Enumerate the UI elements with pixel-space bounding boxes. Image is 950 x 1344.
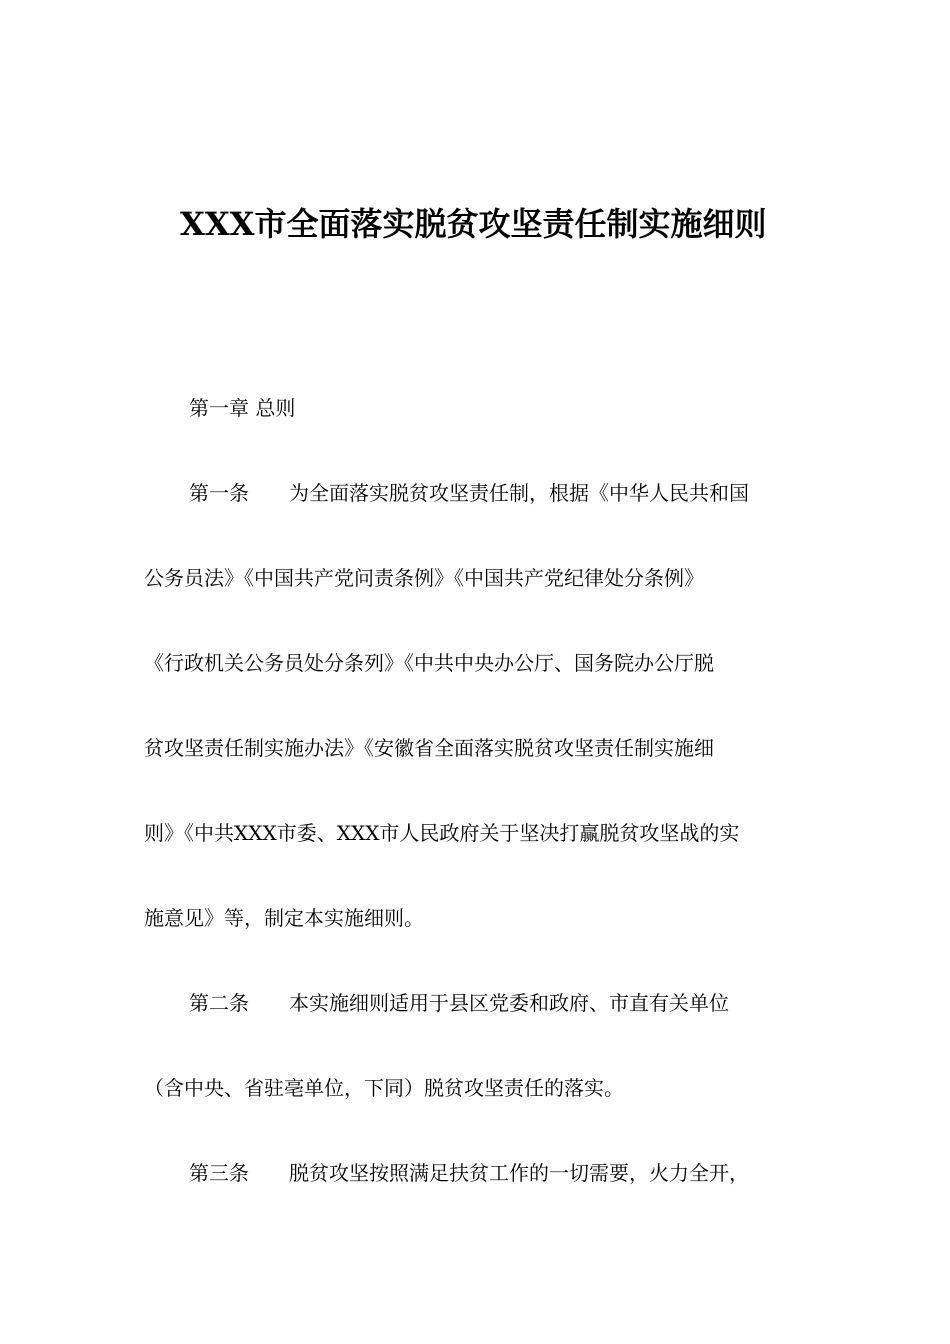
article-1-text-line-1: 为全面落实脱贫攻坚责任制，根据《中华人民共和国 <box>289 481 749 505</box>
article-2-text-line-1: 本实施细则适用于县区党委和政府、市直有关单位 <box>289 991 729 1015</box>
article-3-first-line <box>189 1158 749 1188</box>
article-2-first-line <box>189 988 729 1018</box>
document-title: XXX市全面落实脱贫攻坚责任制实施细则 <box>180 205 767 243</box>
article-2-text-line-2: （含中央、省驻亳单位，下同）脱贫攻坚责任的落实。 <box>144 1076 624 1100</box>
article-3-label: 第三条 <box>189 1161 249 1185</box>
article-1-first-line <box>189 478 749 508</box>
article-1-text-line-5: 则》《中共XXX市委、XXX市人民政府关于坚决打赢脱贫攻坚战的实 <box>144 821 740 845</box>
article-1-text-line-6: 施意见》等，制定本实施细则。 <box>144 906 424 930</box>
article-2-label: 第二条 <box>189 991 249 1015</box>
article-1-text-line-3: 《行政机关公务员处分条列》《中共中央办公厅、国务院办公厅脱 <box>144 651 714 675</box>
article-1-label: 第一条 <box>189 481 249 505</box>
chapter-heading: 第一章 总则 <box>189 396 296 420</box>
article-1-text-line-2: 公务员法》《中国共产党问责条例》《中国共产党纪律处分条例》 <box>144 566 704 590</box>
article-1-text-line-4: 贫攻坚责任制实施办法》《安徽省全面落实脱贫攻坚责任制实施细 <box>144 736 714 760</box>
article-3-text-line-1: 脱贫攻坚按照满足扶贫工作的一切需要，火力全开， <box>289 1161 749 1185</box>
